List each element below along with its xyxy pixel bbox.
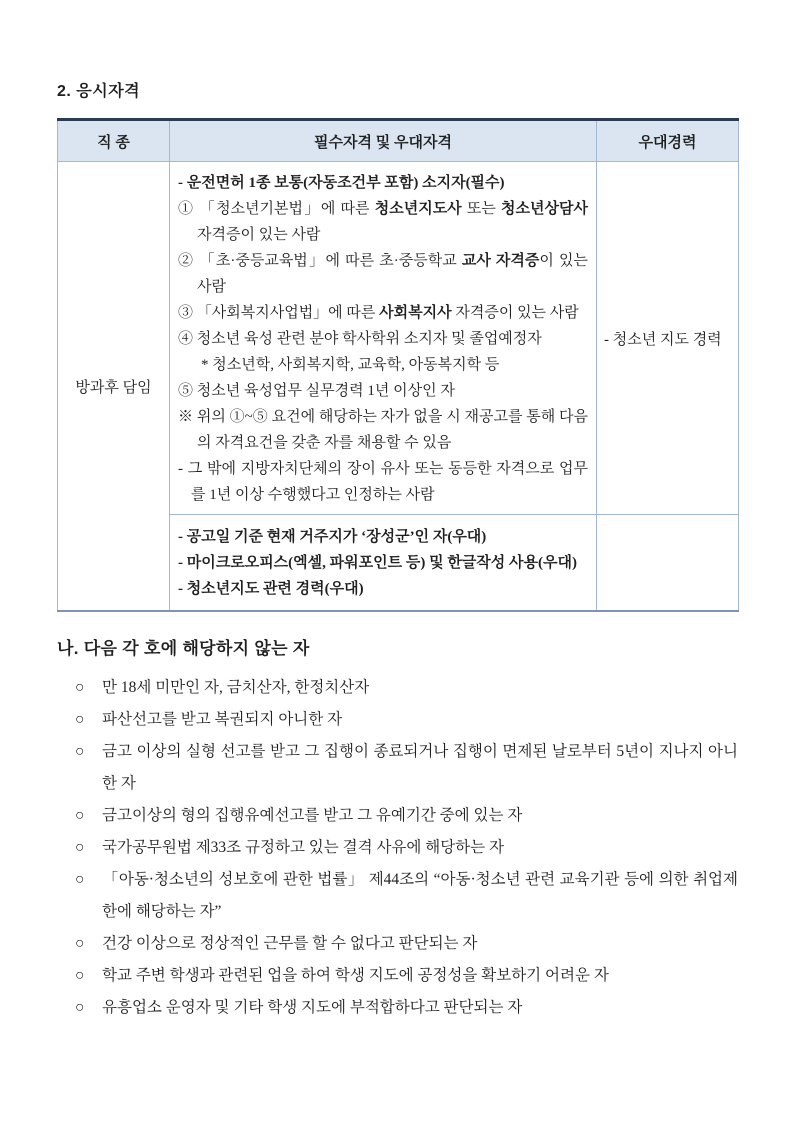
preferred-qualifications-cell [170,515,597,612]
sectionB [57,634,738,1024]
circle-bullet-icon: ○ [75,743,85,760]
circle-bullet-icon: ○ [75,679,85,696]
list-item [75,960,738,992]
emphasized-text: 사회복지사 [379,305,452,321]
text-segment: ③ 「사회복지사업법」에 따른 [178,305,380,321]
preferred-experience-cell: - 청소년 지도 경력 [597,162,739,515]
list-item-text: 「아동·청소년의 성보호에 관한 법률」 제44조의 “아동·청소년 관련 교육기관 등에 의한 취업제한에 해당하는 자” [102,871,738,920]
emphasized-text: - 청소년지도 관련 경력(우대) [178,581,364,597]
qualification-line [178,550,588,576]
text-segment: 또는 [461,201,502,217]
text-segment: ④ 청소년 육성 관련 분야 학사학위 소지자 및 졸업예정자 [178,331,542,347]
experience-empty-cell [597,515,739,612]
circle-bullet-icon: ○ [75,711,85,728]
qualification-line [178,300,588,326]
circle-bullet-icon: ○ [75,839,85,856]
list-item [75,864,738,928]
circle-bullet-icon: ○ [75,935,85,952]
text-segment: ② 「초·중등교육법」에 따른 초·중등학교 [178,253,462,269]
emphasized-text: - 공고일 기준 현재 거주지가 ‘장성군’인 자(우대) [178,529,487,545]
qualification-line [178,524,588,550]
circle-bullet-icon: ○ [75,871,85,888]
emphasized-text: - 마이크로오피스(엑셀, 파워포인트 등) 및 한글작성 사용(우대) [178,555,577,571]
table-header-experience: 우대경력 [597,120,739,162]
list-item-text: 금고 이상의 실형 선고를 받고 그 집행이 종료되거나 집행이 면제된 날로부터 5년이 지나지 아니한 자 [102,743,738,792]
list-item-text: 금고이상의 형의 집행유예선고를 받고 그 유예기간 중에 있는 자 [102,807,523,824]
text-segment: 자격증이 있는 사람 [451,305,579,321]
text-segment: ※ 위의 ①~⑤ 요건에 해당하는 자가 없을 시 재공고를 통해 다음의 자격요건을 갖춘 자를 채용할 수 있음 [178,409,588,451]
list-item [75,800,738,832]
circle-bullet-icon: ○ [75,807,85,824]
emphasized-text: 교사 자격증 [461,253,540,269]
list-item-text: 만 18세 미만인 자, 금치산자, 한정치산자 [102,679,370,696]
qualification-line [178,248,588,300]
list-item [75,832,738,864]
list-item-text: 국가공무원법 제33조 규정하고 있는 결격 사유에 해당하는 자 [102,839,504,856]
list-item [75,928,738,960]
qualification-line [178,378,588,404]
table-header-row [58,120,739,162]
table-header-qualifications: 필수자격 및 우대자격 [170,120,597,162]
required-qualifications-cell [170,162,597,515]
text-segment: * 청소년학, 사회복지학, 교육학, 아동복지학 등 [201,357,500,373]
emphasized-text: 청소년상담사 [501,201,588,217]
qualification-table [57,118,739,612]
list-item-text: 파산선고를 받고 복권되지 아니한 자 [102,711,343,728]
table-row-required [58,162,739,515]
qualification-line [178,326,588,352]
sectionB-title: 나. 다음 각 호에 해당하지 않는 자 [57,639,310,658]
list-item [75,736,738,800]
qualification-line [178,170,588,196]
list-item [75,992,738,1024]
circle-bullet-icon: ○ [75,967,85,984]
emphasized-text: - 운전면허 1종 보통(자동조건부 포함) 소지자(필수) [178,175,505,191]
list-item [75,704,738,736]
list-item-text: 유흥업소 운영자 및 기타 학생 지도에 부적합하다고 판단되는 자 [102,999,523,1016]
text-segment: 이 있는 사람 [197,253,588,295]
list-item [75,672,738,704]
section2-title: 2. 응시자격 [57,83,141,100]
list-item-text: 건강 이상으로 정상적인 근무를 할 수 없다고 판단되는 자 [102,935,478,952]
disqualification-list [75,672,738,1024]
qualification-line [178,576,588,602]
circle-bullet-icon: ○ [75,999,85,1016]
emphasized-text: 청소년지도사 [374,201,462,217]
qualification-line [178,196,588,248]
qualification-line [178,404,588,456]
text-segment: 자격증이 있는 사람 [197,227,321,243]
table-header-job-type: 직 종 [58,120,170,162]
list-item-text: 학교 주변 학생과 관련된 업을 하여 학생 지도에 공정성을 확보하기 어려운 자 [102,967,609,984]
text-segment: ⑤ 청소년 육성업무 실무경력 1년 이상인 자 [178,383,455,399]
qualification-line [178,456,588,508]
page-content [57,78,738,1024]
job-type-cell: 방과후 담임 [58,162,170,612]
text-segment: - 그 밖에 지방자치단체의 장이 유사 또는 동등한 자격으로 업무를 1년 이상 수행했다고 인정하는 사람 [178,461,588,503]
qualification-line [178,352,588,378]
text-segment: ① 「청소년기본법」에 따른 [178,201,375,217]
